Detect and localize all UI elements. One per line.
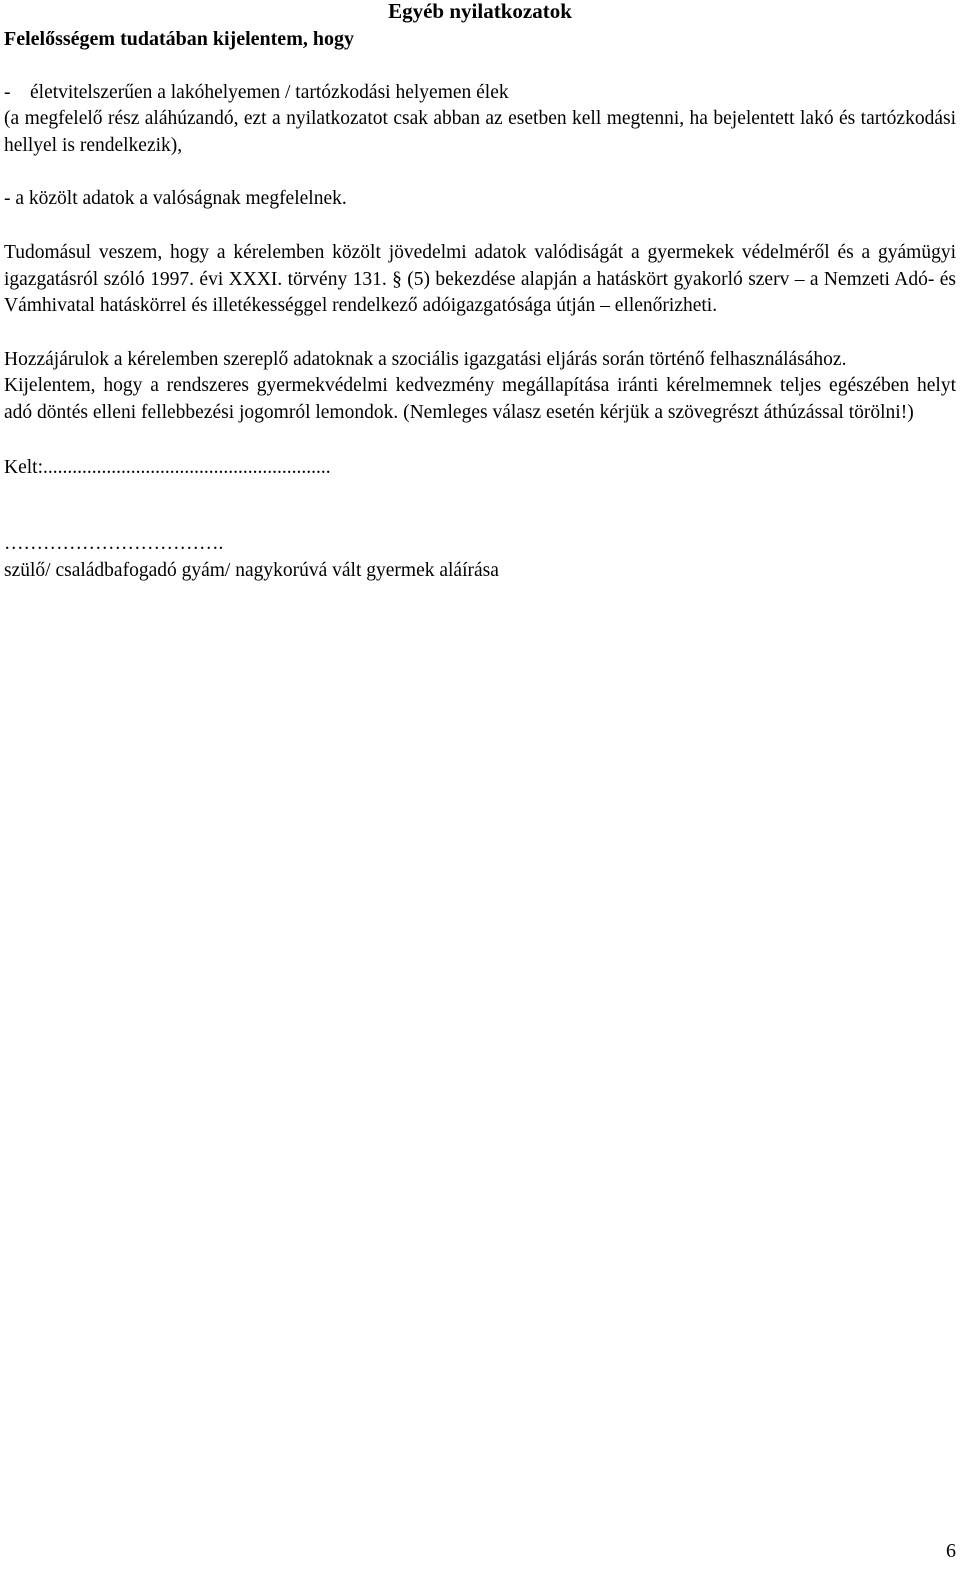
residence-note: (a megfelelő rész aláhúzandó, ezt a nyilatkozatot csak abban az esetben kell megtenni, ha bejelentett lakó és tartózkodási hellyel is rendelkezik), <box>4 108 956 156</box>
page-title: Egyéb nyilatkozatok <box>388 0 572 23</box>
signature-label: szülő/ családbafogadó gyám/ nagykorúvá vált gyermek aláírása <box>4 559 499 581</box>
appeal-paragraph: Kijelentem, hogy a rendszeres gyermekvédelmi kedvezmény megállapítása iránti kérelmemnek teljes egészében helyt adó döntés elleni fellebbezési jogomról lemondok. (Nemleges válasz esetén kérjük a szövegrészt áthúzással törölni!) <box>4 375 956 423</box>
document-page <box>4 0 956 1569</box>
truth-item: - a közölt adatok a valóságnak megfelelnek. <box>4 188 347 210</box>
residence-item: - életvitelszerűen a lakóhelyemen / tartózkodási helyemen élek <box>4 81 509 103</box>
declaration-heading: Felelősségem tudatában kijelentem, hogy <box>4 28 354 50</box>
income-paragraph: Tudomásul veszem, hogy a kérelemben közölt jövedelmi adatok valódiságát a gyermekek védelméről és a gyámügyi igazgatásról szóló 1997. évi XXXI. törvény 131. § (5) bekezdése alapján a hatáskört gyakorló szerv – a Nemzeti Adó- és Vámhivatal hatáskörrel és illetékességgel rendelkező adóigazgatósága útján – ellenőrizheti. <box>4 241 956 317</box>
consent-paragraph: Hozzájárulok a kérelemben szereplő adatoknak a szociális igazgatási eljárás során történő felhasználásához. <box>4 348 847 370</box>
date-place-line: Kelt:........................................................... <box>4 456 331 478</box>
page-number: 6 <box>946 1540 956 1562</box>
signature-line: ……………………………. <box>4 533 224 555</box>
